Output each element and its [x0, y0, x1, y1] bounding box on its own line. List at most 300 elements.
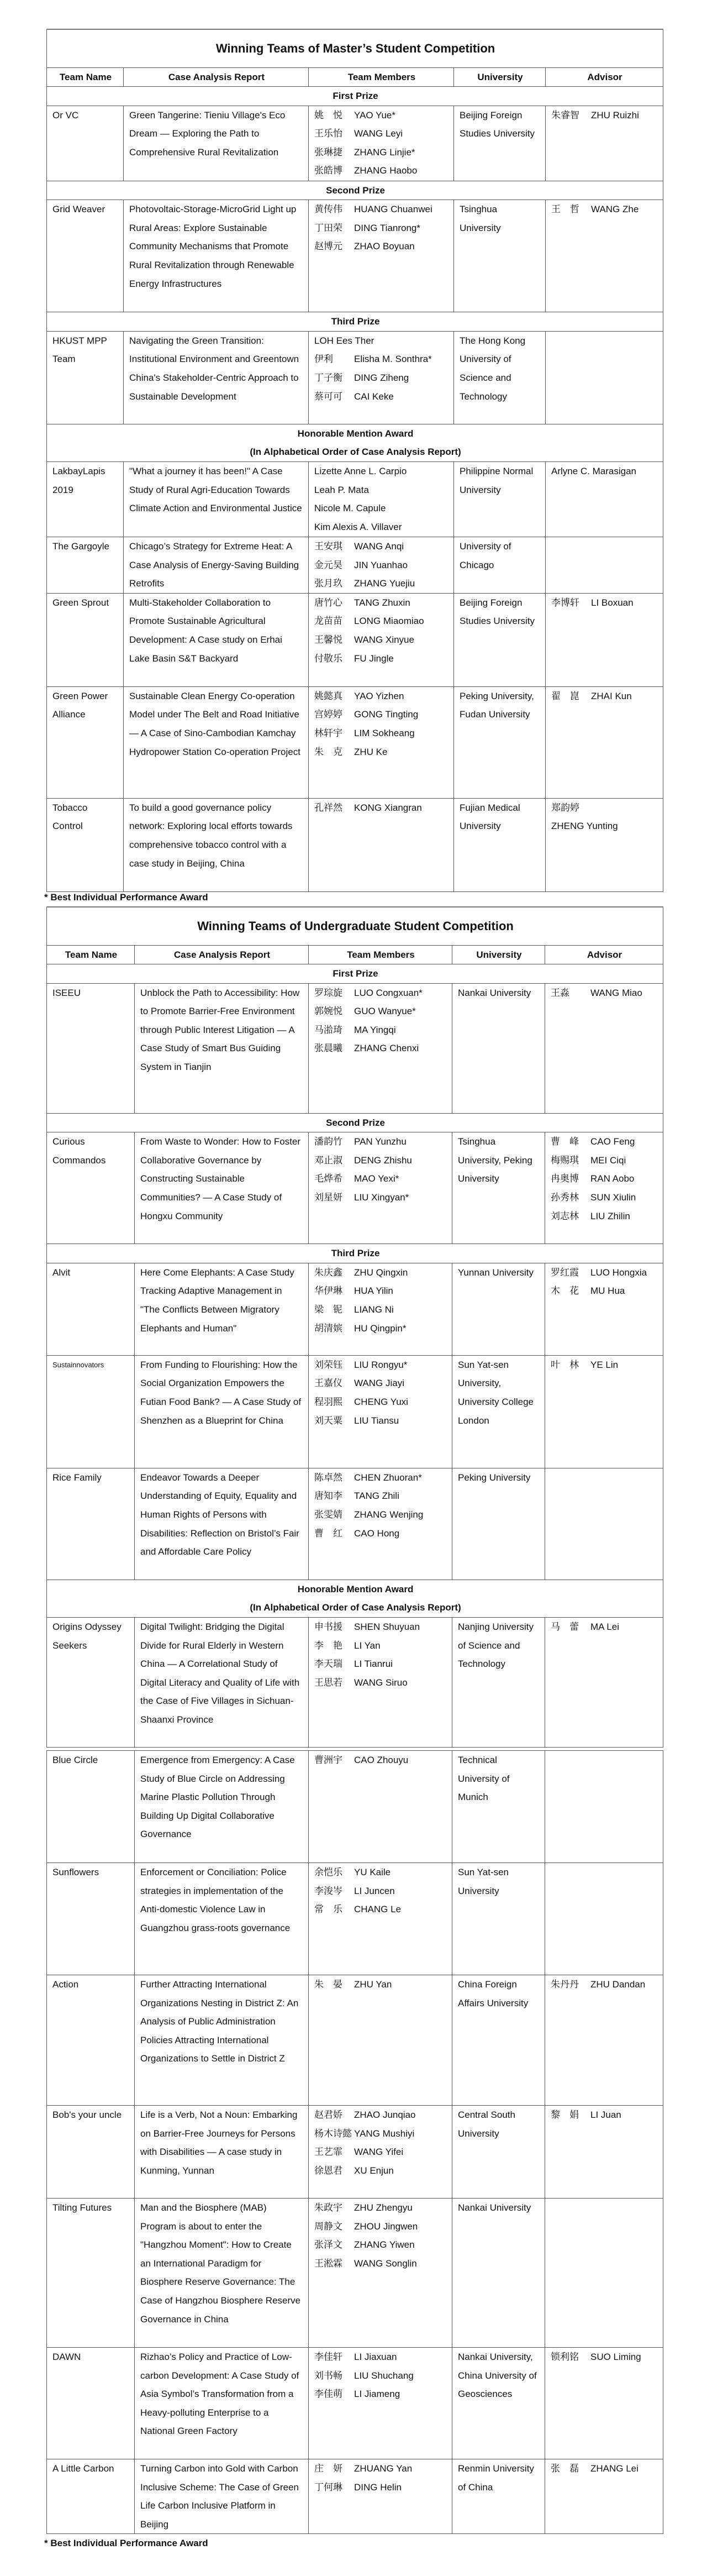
- team-member: [314, 1882, 447, 1901]
- member-chinese-name: 宫婷婷: [314, 709, 342, 720]
- case-report-cell: Rizhao’s Policy and Practice of Low-carbon Development: A Case Study of Asia Symbol’s Transformation from a Heavy-polluting Enterprise to a National Green Factory: [135, 2348, 309, 2459]
- col-header-case-report: Case Analysis Report: [135, 945, 309, 964]
- member-english-name: DENG Zhishu: [354, 1155, 412, 1166]
- team-row: [47, 2348, 663, 2459]
- team-members-cell: [309, 593, 454, 686]
- team-row: [47, 1132, 663, 1244]
- team-member: [314, 743, 449, 762]
- advisor: [551, 2348, 658, 2367]
- member-english-name: ZHANG Yiwen: [354, 2239, 415, 2250]
- col-header-team-members: Team Members: [309, 945, 452, 964]
- team-members-cell: [309, 200, 454, 312]
- prize-label: Honorable Mention Award: [297, 1583, 414, 1594]
- university-cell: Peking University, Fudan University: [454, 686, 546, 798]
- case-report-cell: Navigating the Green Transition: Institutional Environment and Greentown China's Stakeholder-Centric Approach to Sustainable Development: [124, 331, 309, 424]
- team-members-cell: [309, 1132, 452, 1244]
- member-chinese-name: 龙苗苗: [314, 616, 342, 627]
- team-row: [47, 1618, 663, 1748]
- team-members-cell: [309, 1468, 452, 1580]
- team-member: [314, 219, 449, 238]
- team-name-cell: A Little Carbon: [47, 2459, 135, 2534]
- member-chinese-name: 赵君娇: [314, 2110, 342, 2120]
- team-row: [47, 200, 663, 312]
- prize-label: First Prize: [333, 91, 378, 102]
- advisor-english-name: Arlyne C. Marasigan: [551, 466, 637, 477]
- member-chinese-name: 孔祥然: [314, 802, 342, 813]
- advisor-chinese-name: 郑韵婷: [551, 802, 579, 813]
- team-name-cell: Action: [47, 1975, 135, 2106]
- advisor-cell: [545, 1975, 663, 2106]
- advisor-cell: [546, 537, 663, 594]
- university-cell: Sun Yat-sen University: [452, 1863, 545, 1975]
- member-chinese-name: 李天瑞: [314, 1659, 342, 1670]
- advisor-english-name: LI Boxuan: [591, 597, 634, 608]
- team-member: [314, 2348, 447, 2367]
- col-header-advisor: Advisor: [546, 67, 663, 87]
- team-name-cell: Blue Circle: [47, 1751, 135, 1863]
- member-chinese-name: 罗琮旋: [314, 987, 342, 998]
- prize-section-row: [47, 1580, 663, 1617]
- member-english-name: ZHUANG Yan: [354, 2463, 413, 2474]
- advisor-cell: [545, 1355, 663, 1468]
- undergrad-table-title: Winning Teams of Undergraduate Student Competition: [47, 907, 663, 945]
- prize-section-heading: [47, 181, 663, 200]
- advisor-cell: [545, 1263, 663, 1355]
- advisor-cell: [546, 686, 663, 798]
- team-member: [314, 2143, 447, 2161]
- advisor: [551, 1132, 658, 1151]
- team-member: [314, 481, 449, 500]
- advisor-english-name: ZHU Dandan: [590, 1979, 646, 1990]
- team-member: [314, 1863, 447, 1882]
- prize-section-row: [47, 1244, 663, 1263]
- team-member: [314, 106, 449, 125]
- member-chinese-name: 王思若: [314, 1677, 342, 1688]
- team-member: [314, 1021, 447, 1040]
- team-member: [314, 1673, 447, 1692]
- team-member: [314, 1900, 447, 1919]
- member-chinese-name: 程羽熙: [314, 1397, 342, 1408]
- member-english-name: FU Jingle: [354, 653, 394, 664]
- team-name-cell: Tilting Futures: [47, 2199, 135, 2348]
- team-name-cell: Green Power Alliance: [47, 686, 124, 798]
- col-header-team-name: Team Name: [47, 67, 124, 87]
- team-row: [47, 2459, 663, 2534]
- team-name-cell: Grid Weaver: [47, 200, 124, 312]
- team-member: [314, 332, 449, 350]
- team-member: [314, 143, 449, 162]
- member-english-name: YAO Yizhen: [354, 690, 404, 701]
- team-members-cell: [309, 1751, 452, 1863]
- university-cell: Nankai University, China University of Geosciences: [452, 2348, 545, 2459]
- advisor-english-name: MU Hua: [590, 1286, 625, 1297]
- team-name-cell: Origins Odyssey Seekers: [47, 1618, 135, 1748]
- member-chinese-name: 李浚岑: [314, 1885, 342, 1896]
- team-members-cell: [309, 983, 452, 1113]
- case-report-cell: Life is a Verb, Not a Noun: Embarking on Barrier-Free Journeys for Persons with Disabilities — A case study in Kunming, Yunnan: [135, 2106, 309, 2199]
- team-members-cell: [309, 1263, 452, 1355]
- advisor-chinese-name: 罗红霞: [551, 1267, 579, 1278]
- member-english-name: LIU Shuchang: [354, 2370, 414, 2381]
- team-member: [314, 705, 449, 724]
- member-chinese-name: 庄 妍: [314, 2463, 342, 2474]
- member-english-name: WANG Yifei: [354, 2147, 404, 2158]
- team-member: [314, 124, 449, 143]
- member-chinese-name: 姚 悦: [314, 109, 342, 120]
- prize-section-row: [47, 181, 663, 200]
- university-cell: Sun Yat-sen University, University College London: [452, 1355, 545, 1468]
- case-report-cell: Digital Twilight: Bridging the Digital Divide for Rural Elderly in Western China — A Correlational Study of Digital Literacy and Quality of Life with the Case of Five Villages in Sichuan-Shaanxi Province: [135, 1618, 309, 1748]
- member-english-name: JIN Yuanhao: [354, 559, 408, 570]
- member-english-name: MAO Yexi*: [354, 1173, 399, 1184]
- team-member: [314, 369, 449, 387]
- member-chinese-name: 赵博元: [314, 241, 342, 252]
- advisor: [551, 817, 658, 836]
- advisor-chinese-name: 李博轩: [551, 597, 579, 608]
- member-english-name: GUO Wanyue*: [354, 1006, 416, 1017]
- team-member: [314, 1487, 447, 1505]
- advisor: [551, 594, 658, 612]
- team-members-cell: [309, 1618, 452, 1748]
- member-chinese-name: 付敬乐: [314, 653, 342, 664]
- team-member: [314, 1002, 447, 1021]
- advisor: [551, 200, 658, 219]
- team-name-cell: HKUST MPP Team: [47, 331, 124, 424]
- member-english-name: LI Juncen: [354, 1885, 395, 1896]
- team-row: [47, 686, 663, 798]
- advisor-english-name: MEI Ciqi: [590, 1155, 626, 1166]
- advisor: [551, 1263, 658, 1282]
- advisor-chinese-name: 木 花: [551, 1286, 579, 1297]
- member-chinese-name: 郭婉悦: [314, 1006, 342, 1017]
- university-cell: Nankai University: [452, 983, 545, 1113]
- member-chinese-name: 王嘉仪: [314, 1378, 342, 1389]
- advisor-chinese-name: 曹 峰: [551, 1136, 579, 1147]
- member-chinese-name: 张皓博: [314, 165, 342, 176]
- advisor-english-name: WANG Zhe: [591, 204, 639, 215]
- advisor: [551, 1207, 658, 1226]
- advisor-cell: [545, 1468, 663, 1580]
- member-chinese-name: 刘星妍: [314, 1192, 342, 1203]
- member-chinese-name: 潘韵竹: [314, 1136, 342, 1147]
- team-member: [314, 2217, 447, 2236]
- member-chinese-name: 张泽文: [314, 2239, 342, 2250]
- prize-section-row: [47, 1113, 663, 1132]
- university-cell: The Hong Kong University of Science and Technology: [454, 331, 546, 424]
- member-english-name: LOH Ees Ther: [314, 335, 374, 346]
- advisor-cell: [545, 2106, 663, 2199]
- advisor-english-name: LIU Zhilin: [590, 1210, 630, 1221]
- university-cell: Renmin University of China: [452, 2459, 545, 2534]
- member-english-name: PAN Yunzhu: [354, 1136, 407, 1147]
- advisor-chinese-name: 叶 林: [551, 1359, 579, 1370]
- advisor-english-name: WANG Miao: [590, 987, 642, 998]
- member-english-name: Leah P. Mata: [314, 484, 369, 495]
- prize-section-heading: [47, 1580, 663, 1617]
- advisor-english-name: ZHAI Kun: [591, 690, 632, 701]
- university-cell: University of Chicago: [454, 537, 546, 594]
- team-member: [314, 594, 449, 612]
- member-english-name: ZHU Qingxin: [354, 1267, 408, 1278]
- advisor-english-name: SUO Liming: [590, 2352, 641, 2362]
- prize-order-note: (In Alphabetical Order of Case Analysis Report): [250, 447, 461, 458]
- team-member: [314, 161, 449, 180]
- member-chinese-name: 张晨曦: [314, 1043, 342, 1054]
- team-members-cell: [309, 686, 454, 798]
- advisor: [551, 106, 658, 125]
- prize-section-heading: [47, 312, 663, 332]
- advisor-english-name: YE Lin: [590, 1359, 619, 1370]
- university-cell: Technical University of Munich: [452, 1751, 545, 1863]
- member-chinese-name: 陈卓然: [314, 1472, 342, 1483]
- advisor: [551, 2459, 658, 2478]
- advisor-cell: [546, 106, 663, 181]
- team-member: [314, 2478, 447, 2497]
- advisor-english-name: ZHENG Yunting: [551, 821, 618, 832]
- member-english-name: WANG Leyi: [354, 128, 403, 139]
- team-member: [314, 1524, 447, 1543]
- member-english-name: LI Yan: [354, 1640, 381, 1651]
- team-member: [314, 799, 449, 817]
- team-member: [314, 1300, 447, 1319]
- col-header-team-members: Team Members: [309, 67, 454, 87]
- team-member: [314, 574, 449, 593]
- member-english-name: LIU Xingyan*: [354, 1192, 409, 1203]
- member-english-name: WANG Xinyue: [354, 634, 414, 646]
- team-member: [314, 687, 449, 706]
- advisor: [551, 1188, 658, 1207]
- team-member: [314, 2161, 447, 2180]
- advisor-english-name: ZHU Ruizhi: [591, 109, 639, 120]
- advisor: [551, 1618, 658, 1636]
- team-members-cell: [309, 331, 454, 424]
- team-row: [47, 1751, 663, 1863]
- advisor-cell: [545, 2348, 663, 2459]
- member-english-name: ZHU Ke: [354, 746, 388, 757]
- member-chinese-name: 蔡可可: [314, 391, 342, 402]
- member-chinese-name: 华伊琳: [314, 1286, 342, 1297]
- member-english-name: SHEN Shuyuan: [354, 1622, 420, 1633]
- member-chinese-name: 朱 晏: [314, 1979, 342, 1990]
- team-member: [314, 1636, 447, 1655]
- team-member: [314, 1975, 447, 1994]
- team-row: [47, 1263, 663, 1355]
- member-chinese-name: 梁 铌: [314, 1304, 342, 1315]
- member-english-name: DING Ziheng: [354, 373, 409, 384]
- team-member: [314, 612, 449, 631]
- team-member: [314, 1151, 447, 1170]
- advisor-chinese-name: 马 蕾: [551, 1622, 579, 1633]
- member-chinese-name: 毛烨希: [314, 1173, 342, 1184]
- member-chinese-name: 丁何琳: [314, 2481, 342, 2493]
- team-member: [314, 237, 449, 256]
- advisor-english-name: CAO Feng: [590, 1136, 635, 1147]
- member-chinese-name: 张月玖: [314, 578, 342, 589]
- team-member: [314, 2367, 447, 2385]
- member-chinese-name: 王乐怡: [314, 128, 342, 139]
- case-report-cell: Photovoltaic-Storage-MicroGrid Light up Rural Areas: Explore Sustainable Community Mechanisms that Promote Rural Revitalization through Renewable Energy Infrastructures: [124, 200, 309, 312]
- team-row: [47, 2106, 663, 2199]
- col-header-university: University: [454, 67, 546, 87]
- member-chinese-name: 王淞霖: [314, 2258, 342, 2269]
- team-name-cell: Green Sprout: [47, 593, 124, 686]
- case-report-cell: From Funding to Flourishing: How the Social Organization Empowers the Futian Food Bank? — A Case Study of Shenzhen as a Blueprint for China: [135, 1355, 309, 1468]
- member-english-name: ZHANG Yuejiu: [354, 578, 415, 589]
- member-english-name: ZHAO Junqiao: [354, 2110, 416, 2120]
- team-member: [314, 1655, 447, 1673]
- footnote-best-individual-undergrad: * Best Individual Performance Award: [44, 2538, 208, 2548]
- team-member: [314, 1282, 447, 1300]
- member-chinese-name: 林轩宇: [314, 728, 342, 739]
- member-english-name: YU Kaile: [354, 1867, 391, 1877]
- advisor-english-name: SUN Xiulin: [590, 1192, 636, 1203]
- team-member: [314, 462, 449, 481]
- col-header-university: University: [452, 945, 545, 964]
- case-report-cell: Emergence from Emergency: A Case Study of Blue Circle on Addressing Marine Plastic Pollution Through Building Up Digital Collaborative Governance: [135, 1751, 309, 1863]
- university-cell: Nanjing University of Science and Technology: [452, 1618, 545, 1748]
- member-english-name: HUANG Chuanwei: [354, 204, 432, 215]
- member-english-name: CAO Hong: [354, 1528, 400, 1539]
- member-chinese-name: 王艺霏: [314, 2147, 342, 2158]
- member-chinese-name: 丁子衡: [314, 373, 342, 384]
- member-english-name: CHANG Le: [354, 1904, 402, 1915]
- team-row: [47, 983, 663, 1113]
- member-chinese-name: 金元昊: [314, 559, 342, 570]
- member-english-name: LIU Tiansu: [354, 1415, 399, 1426]
- team-member: [314, 2254, 447, 2273]
- advisor-chinese-name: 张 磊: [551, 2463, 579, 2474]
- case-report-cell: Sustainable Clean Energy Co-operation Model under The Belt and Road Initiative — A Case of Sino-Cambodian Kamchay Hydropower Station Co-operation Project: [124, 686, 309, 798]
- member-english-name: WANG Anqi: [354, 541, 404, 552]
- prize-label: Third Prize: [331, 316, 380, 327]
- team-member: [314, 2199, 447, 2217]
- advisor-chinese-name: 黎 娟: [551, 2110, 579, 2120]
- member-chinese-name: 黄传伟: [314, 204, 342, 215]
- advisor-cell: [545, 1132, 663, 1244]
- team-member: [314, 556, 449, 575]
- team-row: [47, 798, 663, 891]
- member-english-name: HU Qingpin*: [354, 1323, 407, 1334]
- member-chinese-name: 唐知李: [314, 1491, 342, 1502]
- member-english-name: ZHOU Jingwen: [354, 2221, 418, 2232]
- team-members-cell: [309, 2106, 452, 2199]
- member-english-name: TANG Zhuxin: [354, 597, 410, 608]
- team-member: [314, 2459, 447, 2478]
- member-english-name: ZHANG Haobo: [354, 165, 418, 176]
- team-member: [314, 2236, 447, 2254]
- case-report-cell: Green Tangerine: Tieniu Village's Eco Dream — Exploring the Path to Comprehensive Rural Revitalization: [124, 106, 309, 181]
- member-chinese-name: 朱 克: [314, 746, 342, 757]
- member-english-name: WANG Siruo: [354, 1677, 408, 1688]
- member-english-name: Elisha M. Sonthra*: [354, 354, 432, 365]
- case-report-cell: "What a journey it has been!" A Case Study of Rural Agri-Education Towards Climate Action and Environmental Justice: [124, 462, 309, 537]
- advisor-cell: [546, 593, 663, 686]
- advisor-chinese-name: 王 哲: [551, 204, 579, 215]
- member-english-name: LI Jiaxuan: [354, 2352, 397, 2362]
- advisor-chinese-name: 朱丹丹: [551, 1979, 579, 1990]
- footnote-best-individual-master: * Best Individual Performance Award: [44, 892, 208, 903]
- team-row: [47, 1975, 663, 2106]
- university-cell: Nankai University: [452, 2199, 545, 2348]
- team-name-cell: DAWN: [47, 2348, 135, 2459]
- team-member: [314, 350, 449, 369]
- team-member: [314, 1618, 447, 1636]
- member-english-name: ZHU Yan: [354, 1979, 392, 1990]
- advisor-chinese-name: 朱睿智: [551, 109, 579, 120]
- member-english-name: LONG Miaomiao: [354, 616, 424, 627]
- team-name-cell: Bob's your uncle: [47, 2106, 135, 2199]
- member-english-name: ZHANG Linjie*: [354, 146, 415, 158]
- team-name-cell: Sustainnovators: [47, 1355, 135, 1468]
- member-chinese-name: 胡清嫔: [314, 1323, 342, 1334]
- prize-label: Third Prize: [331, 1248, 380, 1259]
- member-english-name: HUA Yilin: [354, 1286, 393, 1297]
- member-chinese-name: 朱政宇: [314, 2202, 342, 2213]
- member-chinese-name: 刘书畅: [314, 2370, 342, 2381]
- member-chinese-name: 张雯婧: [314, 1509, 342, 1520]
- case-report-cell: Enforcement or Conciliation: Police strategies in implementation of the Anti-domestic Violence Law in Guangzhou grass-roots governance: [135, 1863, 309, 1975]
- advisor-english-name: LUO Hongxia: [590, 1267, 647, 1278]
- member-english-name: YANG Mushiyi: [354, 2128, 415, 2139]
- team-member: [314, 631, 449, 649]
- member-english-name: LI Jiameng: [354, 2389, 400, 2400]
- prize-section-heading: [47, 1244, 663, 1263]
- team-member: [314, 2106, 447, 2124]
- member-chinese-name: 李佳轩: [314, 2352, 342, 2362]
- col-header-case-report: Case Analysis Report: [124, 67, 309, 87]
- advisor-chinese-name: 梅赐琪: [551, 1155, 579, 1166]
- master-header-row: [47, 67, 663, 87]
- team-members-cell: [309, 462, 454, 537]
- team-member: [314, 537, 449, 556]
- prize-section-heading: [47, 964, 663, 984]
- member-english-name: ZHU Zhengyu: [354, 2202, 413, 2213]
- prize-section-heading: [47, 87, 663, 106]
- case-report-cell: Unblock the Path to Accessibility: How to Promote Barrier-Free Environment through Public Interest Litigation — A Case Study of Smart Bus Guiding System in Tianjin: [135, 983, 309, 1113]
- advisor-cell: [545, 983, 663, 1113]
- prize-label: Second Prize: [326, 185, 385, 196]
- member-chinese-name: 申书援: [314, 1622, 342, 1633]
- team-member: [314, 1751, 447, 1770]
- member-chinese-name: 王安琪: [314, 541, 342, 552]
- member-chinese-name: 李佳萌: [314, 2389, 342, 2400]
- team-members-cell: [309, 106, 454, 181]
- team-member: [314, 1132, 447, 1151]
- team-row: [47, 1863, 663, 1975]
- prize-label: First Prize: [333, 968, 378, 979]
- team-member: [314, 2124, 447, 2143]
- team-members-cell: [309, 537, 454, 594]
- team-row: [47, 2199, 663, 2348]
- team-member: [314, 1169, 447, 1188]
- team-member: [314, 1393, 447, 1412]
- member-chinese-name: 王馨悦: [314, 634, 342, 646]
- advisor-cell: [546, 462, 663, 537]
- team-name-cell: Or VC: [47, 106, 124, 181]
- advisor: [551, 984, 658, 1003]
- university-cell: Philippine Normal University: [454, 462, 546, 537]
- team-members-cell: [309, 1975, 452, 2106]
- member-chinese-name: 刘荣钰: [314, 1359, 342, 1370]
- prize-section-row: [47, 87, 663, 106]
- team-member: [314, 1319, 447, 1338]
- team-member: [314, 499, 449, 518]
- member-english-name: Lizette Anne L. Carpio: [314, 466, 407, 477]
- member-english-name: Kim Alexis A. Villaver: [314, 521, 402, 532]
- team-name-cell: Alvit: [47, 1263, 135, 1355]
- member-english-name: LUO Congxuan*: [354, 987, 423, 998]
- advisor-chinese-name: 冉奥博: [551, 1173, 579, 1184]
